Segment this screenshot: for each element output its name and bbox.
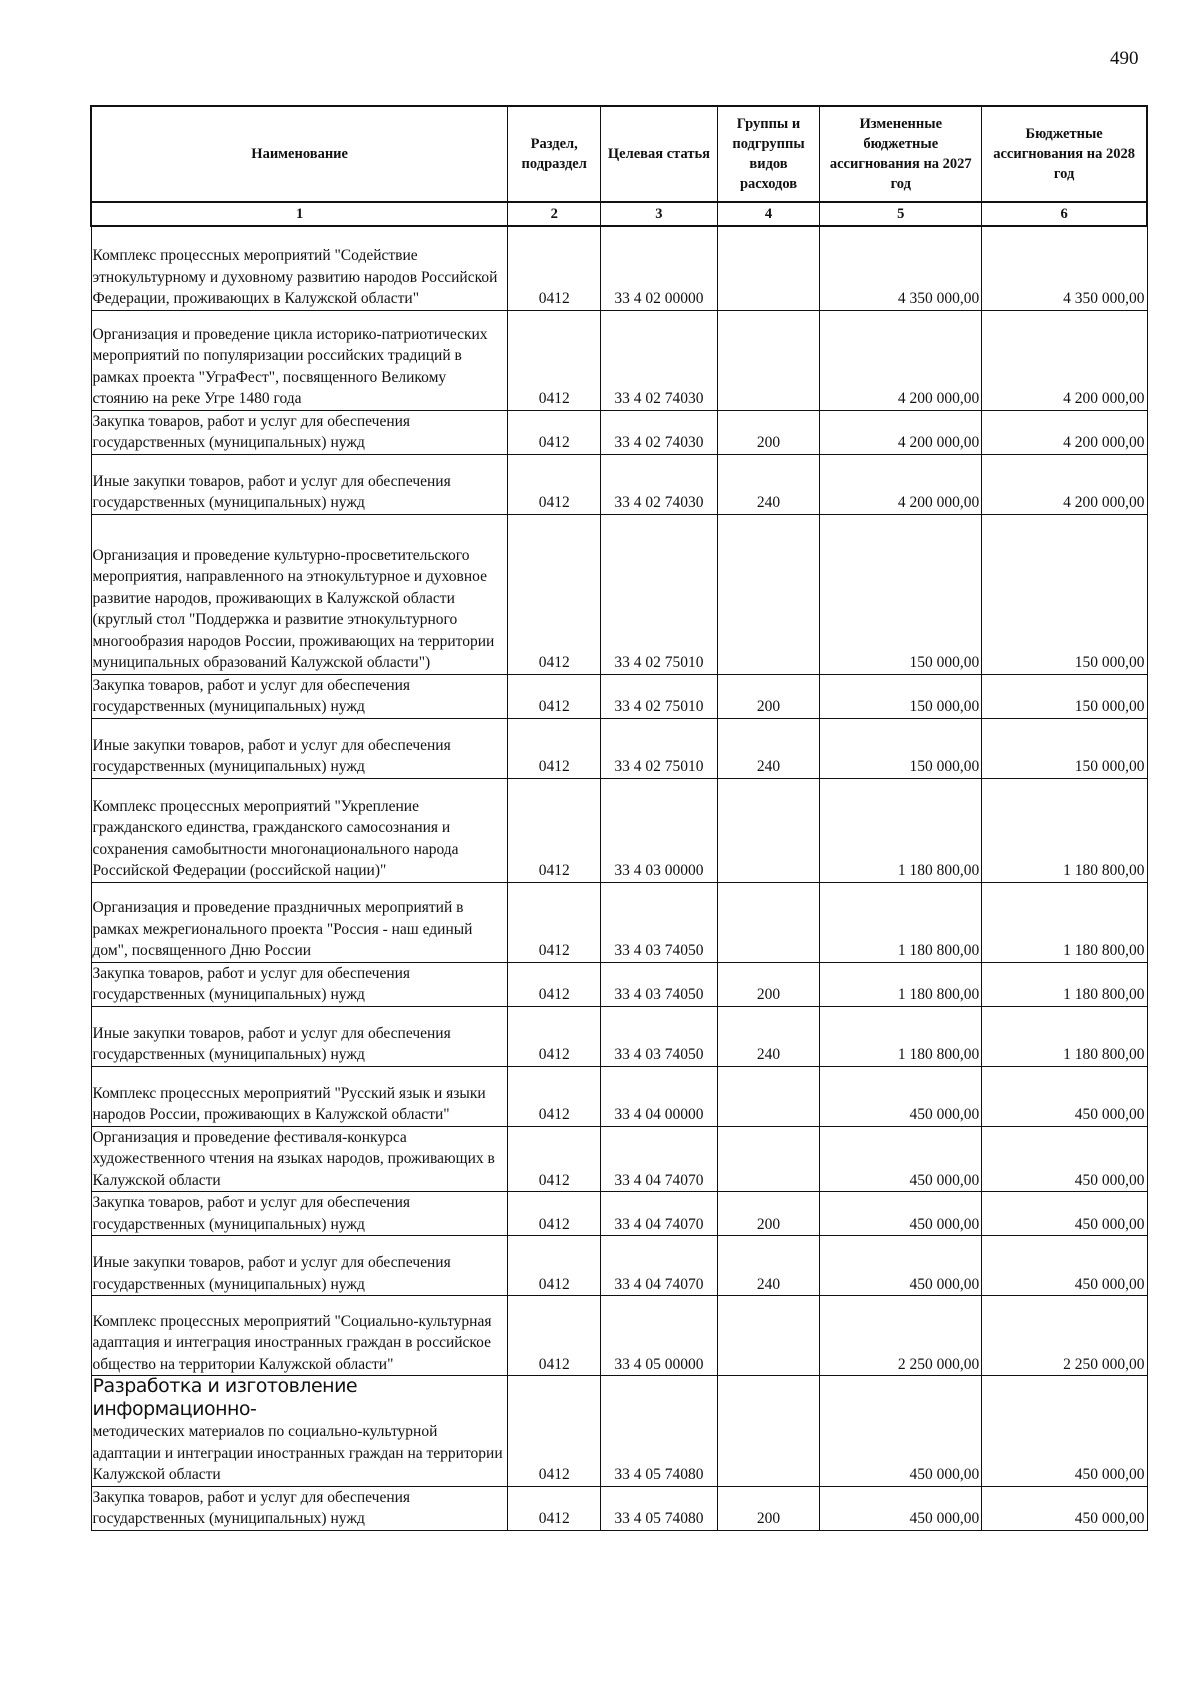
row-section: 0412: [508, 454, 601, 514]
row-section: 0412: [508, 674, 601, 718]
row-name: [91, 514, 508, 674]
row-amount-2027: 1 180 800,00: [820, 882, 982, 962]
row-expense-group: [717, 1376, 820, 1487]
row-amount-2027: 450 000,00: [820, 1236, 982, 1296]
row-expense-group: 200: [717, 962, 820, 1006]
row-expense-group: 240: [717, 1236, 820, 1296]
row-expense-group: [717, 514, 820, 674]
row-name: [91, 1296, 508, 1376]
row-name-text: Закупка товаров, работ и услуг для обеспечения государственных (муниципальных) нужд: [92, 964, 411, 1003]
row-name-text: Комплекс процессных мероприятий "Социально-культурная адаптация и интеграция иностранных граждан в российское общество на территории Калужской области": [92, 1312, 492, 1373]
column-number: 4: [717, 202, 820, 226]
row-amount-2027: 150 000,00: [820, 718, 982, 778]
table-row: [91, 226, 1147, 310]
row-amount-2027: 4 200 000,00: [820, 310, 982, 410]
row-expense-group: 200: [717, 410, 820, 454]
row-amount-2027: 150 000,00: [820, 674, 982, 718]
row-amount-2027: 450 000,00: [820, 1126, 982, 1192]
row-name-text: Комплекс процессных мероприятий "Укрепление гражданского единства, гражданского самосознания и сохранения самобытности многонационального народа Российской Федерации (российской нации)": [92, 797, 459, 879]
table-row: [91, 718, 1147, 778]
row-name-text: Иные закупки товаров, работ и услуг для обеспечения государственных (муниципальных) нужд: [92, 1254, 451, 1293]
row-name-text: Закупка товаров, работ и услуг для обеспечения государственных (муниципальных) нужд: [92, 412, 411, 451]
row-expense-group: 240: [717, 454, 820, 514]
row-target-article: 33 4 04 74070: [601, 1192, 718, 1236]
header-row: [91, 106, 1147, 202]
row-amount-2028: 2 250 000,00: [982, 1296, 1147, 1376]
table-row: [91, 1066, 1147, 1126]
row-amount-2027: 4 350 000,00: [820, 226, 982, 310]
row-amount-2027: 450 000,00: [820, 1486, 982, 1530]
row-name-text: методических материалов по социально-культурной адаптации и интеграции иностранных граждан на территории Калужской области: [92, 1423, 503, 1483]
table-row: [91, 778, 1147, 882]
row-name: [91, 1006, 508, 1066]
row-target-article: 33 4 04 74070: [601, 1236, 718, 1296]
row-name: [91, 1066, 508, 1126]
row-amount-2027: 1 180 800,00: [820, 1006, 982, 1066]
row-expense-group: [717, 226, 820, 310]
row-amount-2028: 1 180 800,00: [982, 1006, 1147, 1066]
row-name: [91, 310, 508, 410]
column-number: 3: [601, 202, 718, 226]
row-section: 0412: [508, 1192, 601, 1236]
row-section: 0412: [508, 1296, 601, 1376]
row-expense-group: [717, 778, 820, 882]
row-section: 0412: [508, 514, 601, 674]
row-amount-2027: 450 000,00: [820, 1192, 982, 1236]
page-number: 490: [1110, 48, 1139, 69]
row-section: 0412: [508, 1486, 601, 1530]
row-target-article: 33 4 05 00000: [601, 1296, 718, 1376]
row-section: 0412: [508, 1376, 601, 1487]
row-section: 0412: [508, 410, 601, 454]
header-2027: Измененные бюджетные ассигнования на 2027 год: [820, 106, 982, 202]
row-amount-2028: 450 000,00: [982, 1066, 1147, 1126]
header-section: Раздел, подраздел: [508, 106, 601, 202]
row-amount-2028: 450 000,00: [982, 1486, 1147, 1530]
row-name: [91, 1192, 508, 1236]
row-target-article: 33 4 03 74050: [601, 1006, 718, 1066]
row-target-article: 33 4 05 74080: [601, 1486, 718, 1530]
row-amount-2028: 150 000,00: [982, 674, 1147, 718]
table-body: [91, 226, 1147, 1530]
row-expense-group: [717, 1126, 820, 1192]
header-expense-group: Группы и подгруппы видов расходов: [717, 106, 820, 202]
row-amount-2028: 450 000,00: [982, 1126, 1147, 1192]
table-row: [91, 1192, 1147, 1236]
row-section: 0412: [508, 882, 601, 962]
row-expense-group: [717, 1296, 820, 1376]
row-name: [91, 1376, 508, 1487]
row-expense-group: 240: [717, 718, 820, 778]
row-target-article: 33 4 04 74070: [601, 1126, 718, 1192]
column-number: 6: [982, 202, 1147, 226]
row-name-text: Закупка товаров, работ и услуг для обеспечения государственных (муниципальных) нужд: [92, 1488, 411, 1527]
table-row: [91, 1486, 1147, 1530]
row-target-article: 33 4 04 00000: [601, 1066, 718, 1126]
table-row: [91, 882, 1147, 962]
row-name: [91, 454, 508, 514]
table-row: [91, 1126, 1147, 1192]
row-section: 0412: [508, 1126, 601, 1192]
row-expense-group: [717, 882, 820, 962]
row-amount-2027: 1 180 800,00: [820, 962, 982, 1006]
row-section: 0412: [508, 778, 601, 882]
row-name: [91, 1486, 508, 1530]
row-amount-2027: 4 200 000,00: [820, 410, 982, 454]
header-name: Наименование: [91, 106, 508, 202]
row-name: [91, 962, 508, 1006]
row-amount-2028: 1 180 800,00: [982, 778, 1147, 882]
row-amount-2028: 450 000,00: [982, 1236, 1147, 1296]
row-section: 0412: [508, 962, 601, 1006]
row-target-article: 33 4 02 75010: [601, 718, 718, 778]
row-expense-group: 200: [717, 1192, 820, 1236]
row-expense-group: 200: [717, 1486, 820, 1530]
row-amount-2028: 4 200 000,00: [982, 310, 1147, 410]
column-number: 2: [508, 202, 601, 226]
row-name-text: Закупка товаров, работ и услуг для обеспечения государственных (муниципальных) нужд: [92, 676, 411, 715]
row-name: [91, 226, 508, 310]
row-name-text: Организация и проведение праздничных мероприятий в рамках межрегионального проекта "Россия - наш единый дом", посвященного Дню России: [92, 899, 473, 959]
row-expense-group: 200: [717, 674, 820, 718]
table-row: [91, 1006, 1147, 1066]
table-row: [91, 410, 1147, 454]
row-target-article: 33 4 03 00000: [601, 778, 718, 882]
row-amount-2028: 450 000,00: [982, 1192, 1147, 1236]
row-target-article: 33 4 02 74030: [601, 310, 718, 410]
row-name: [91, 410, 508, 454]
table-row: [91, 454, 1147, 514]
row-amount-2028: 4 200 000,00: [982, 454, 1147, 514]
row-amount-2028: 1 180 800,00: [982, 962, 1147, 1006]
row-section: 0412: [508, 310, 601, 410]
row-target-article: 33 4 03 74050: [601, 962, 718, 1006]
row-target-article: 33 4 02 00000: [601, 226, 718, 310]
row-amount-2028: 450 000,00: [982, 1376, 1147, 1487]
row-expense-group: [717, 1066, 820, 1126]
row-target-article: 33 4 02 74030: [601, 454, 718, 514]
row-amount-2027: 2 250 000,00: [820, 1296, 982, 1376]
column-number-row: [91, 202, 1147, 226]
header-2028: Бюджетные ассигнования на 2028 год: [982, 106, 1147, 202]
row-target-article: 33 4 05 74080: [601, 1376, 718, 1487]
row-section: 0412: [508, 226, 601, 310]
row-name: [91, 882, 508, 962]
row-name-text: Организация и проведение культурно-просветительского мероприятия, направленного на этнокультурное и духовное развитие народов, проживающих в Калужской области (круглый стол "Поддержка и развитие этнокультурного многообразия народов России, проживающих на территории муниципальных образований Калужской области"): [92, 546, 495, 671]
row-name-text: Иные закупки товаров, работ и услуг для обеспечения государственных (муниципальных) нужд: [92, 736, 451, 775]
row-name-text: Иные закупки товаров, работ и услуг для обеспечения государственных (муниципальных) нужд: [92, 1024, 451, 1063]
row-expense-group: [717, 310, 820, 410]
table-row: [91, 1236, 1147, 1296]
table-row: [91, 1296, 1147, 1376]
row-expense-group: 240: [717, 1006, 820, 1066]
row-name: [91, 1126, 508, 1192]
row-name-text: Иные закупки товаров, работ и услуг для обеспечения государственных (муниципальных) нужд: [92, 472, 451, 511]
column-number: 1: [91, 202, 508, 226]
row-name: [91, 1236, 508, 1296]
row-amount-2027: 4 200 000,00: [820, 454, 982, 514]
row-amount-2027: 450 000,00: [820, 1376, 982, 1487]
row-target-article: 33 4 03 74050: [601, 882, 718, 962]
table-row: [91, 962, 1147, 1006]
row-target-article: 33 4 02 75010: [601, 674, 718, 718]
row-amount-2028: 150 000,00: [982, 514, 1147, 674]
row-amount-2028: 1 180 800,00: [982, 882, 1147, 962]
column-number: 5: [820, 202, 982, 226]
row-amount-2028: 4 200 000,00: [982, 410, 1147, 454]
row-amount-2027: 450 000,00: [820, 1066, 982, 1126]
row-name: [91, 718, 508, 778]
row-name-text: Комплекс процессных мероприятий "Русский язык и языки народов России, проживающих в Калужской области": [92, 1084, 486, 1123]
row-name-text: Закупка товаров, работ и услуг для обеспечения государственных (муниципальных) нужд: [92, 1194, 411, 1233]
row-section: 0412: [508, 1236, 601, 1296]
row-name-text: Комплекс процессных мероприятий "Содействие этнокультурному и духовному развитию народов Российской Федерации, проживающих в Калужской области": [92, 247, 498, 307]
row-section: 0412: [508, 1066, 601, 1126]
header-article: Целевая статья: [601, 106, 718, 202]
table-row: [91, 1376, 1147, 1487]
row-section: 0412: [508, 718, 601, 778]
row-name: [91, 674, 508, 718]
row-name-text: Организация и проведение цикла историко-патриотических мероприятий по популяризации российских традиций в рамках проекта "УграФест", посвященного Великому стоянию на реке Угре 1480 года: [92, 325, 488, 407]
row-target-article: 33 4 02 74030: [601, 410, 718, 454]
row-name: [91, 778, 508, 882]
row-amount-2027: 150 000,00: [820, 514, 982, 674]
table-row: [91, 514, 1147, 674]
row-name-text: Организация и проведение фестиваля-конкурса художественного чтения на языках народов, проживающих в Калужской области: [92, 1128, 495, 1189]
row-target-article: 33 4 02 75010: [601, 514, 718, 674]
budget-table: [90, 105, 1148, 1531]
row-section: 0412: [508, 1006, 601, 1066]
table-row: [91, 310, 1147, 410]
row-amount-2028: 150 000,00: [982, 718, 1147, 778]
row-name-emphasis: Разработка и изготовление информационно-: [92, 1375, 358, 1420]
table-row: [91, 674, 1147, 718]
row-amount-2027: 1 180 800,00: [820, 778, 982, 882]
row-amount-2028: 4 350 000,00: [982, 226, 1147, 310]
